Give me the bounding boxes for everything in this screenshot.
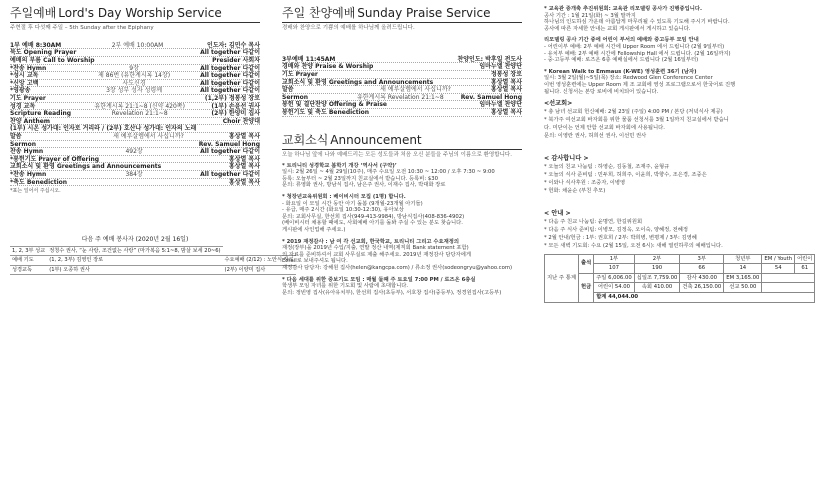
- servants-cell: 성경교독: [10, 265, 47, 275]
- order-row: [10, 72, 260, 80]
- announcement-item: [544, 37, 794, 63]
- order-leader: 홍상열 목사: [490, 86, 522, 94]
- attendance-head: 청년부: [724, 254, 762, 264]
- order-item: 기도 Prayer: [282, 71, 318, 79]
- order-item: *찬송 Hymn: [10, 170, 47, 178]
- servants-row: [10, 265, 296, 275]
- next-week-servants: [10, 236, 294, 275]
- standing-note: *표는 일어서 주십시오.: [10, 188, 61, 195]
- announcement-item: [282, 239, 522, 272]
- order-leader: 임마누엘 찬양단: [479, 63, 522, 71]
- list-line: * 2월 안내/헌금 : 1부: 권호희 / 2부: 박희병, 변평제 / 3부: 김영혜: [544, 234, 697, 241]
- order-row: [10, 95, 260, 103]
- order-item: 경배와 찬양 Praise & Worship: [282, 63, 374, 71]
- order-row: [10, 125, 260, 133]
- servants-table: [10, 246, 296, 276]
- attendance-value: 107: [594, 264, 635, 274]
- servants-cell: (1부) 오종하 권사: [47, 265, 222, 275]
- attendance-head: 2부: [634, 254, 680, 264]
- order-leader: 홍상열 목사: [228, 163, 260, 171]
- order-row: [10, 163, 260, 171]
- order-item: 찬양 Anthem: [10, 117, 51, 125]
- announcement-line: - 중·고등부 예배: 로즈온 6층 예배실에서 드립니다 (2월 16일부터): [544, 57, 699, 64]
- announcement-head: 리모델링 공사 기간 중에 어린이 부서의 예배와 중고등부 모임 안내: [544, 37, 699, 44]
- servants-cell: 1, 2, 3부 성교: [12, 247, 46, 254]
- announcement-head: * 2019 재정감사 : 남 여 각 선교회, 한국학교, 트리니티 그리고 수요재정의: [282, 238, 459, 245]
- order-leader: (1부) 손윤선 권사: [211, 102, 260, 110]
- offering-value: 선교 50.00: [724, 283, 762, 293]
- order-detail: 3장 성부 성자 성령께: [106, 87, 163, 95]
- attendance-value: 14: [724, 264, 762, 274]
- attendance-value: 190: [634, 264, 680, 274]
- list-line: * 오늘의 식사 준비팀 : 민두희, 허희주, 이윤희, 박향수, 조은경, 조중은: [544, 171, 707, 178]
- offering-total: 합계 44,044.00: [594, 293, 815, 303]
- order-leader: Choir 찬양대: [222, 117, 260, 125]
- order-detail: 384장: [125, 170, 143, 178]
- order-item: *봉헌기도 Prayer of Offering: [10, 155, 100, 163]
- offering-pad: [762, 273, 815, 283]
- order-row: [10, 110, 260, 118]
- order-row: [282, 109, 522, 117]
- praise-subtitle: 경배와 찬양으로 기쁨의 예배를 하나님께 올려드립니다.: [282, 25, 415, 31]
- guide-title: < 안내 >: [544, 209, 571, 217]
- praise-order: [282, 56, 522, 117]
- announce-title: 교회소식 Announcement: [282, 133, 522, 150]
- order-leader: (1,2부) 정봉성 장로: [204, 95, 260, 103]
- attendance-value: 61: [795, 264, 815, 274]
- announcement-line: 학생부 모임 자녀를 위한 기도회 및 사람에 초대합니다.: [282, 283, 409, 290]
- list-line: * 북가주 여선교회 바자회를 위한 물품 선청서를 3월 1일까지 친교실에서 받습니: [544, 117, 729, 124]
- order-detail: [340, 101, 479, 108]
- order-item: *축도 Benediction: [10, 178, 68, 186]
- order-item: 기도 Prayer: [10, 95, 46, 103]
- servants-cell: 수요예배 (2/12) : 노안식 장로: [224, 257, 294, 264]
- offering-value: 십일조 7,759.00: [634, 273, 680, 283]
- order-leader: All together 다같이: [200, 87, 260, 95]
- stats-row: [545, 254, 815, 264]
- offering-value: 건축 26,150.00: [680, 283, 724, 293]
- announcement-line: 공사에 따른 자세한 안내는 교회 게시판에서 게시하고 있습니다.: [544, 25, 691, 32]
- order-detail: [68, 57, 212, 64]
- order-row: [282, 71, 522, 79]
- list-line: * 다음 주 친교 나눔팀: 윤명연, 한길위원회: [544, 218, 643, 225]
- stats-row: [545, 273, 815, 283]
- order-detail: 492장: [125, 148, 143, 156]
- column-news: [544, 6, 813, 303]
- announcement-line: - 유치부 예배: 2부 예배 시간에 Fellowship Hall 에서 드립니다. (2월 16일까지): [544, 50, 731, 57]
- column-praise: [282, 6, 522, 301]
- order-detail: [340, 79, 491, 86]
- announcement-item: [544, 69, 794, 95]
- order-item: 성경 교독: [10, 102, 36, 110]
- offering-pad: [762, 283, 815, 293]
- servants-cell: (2부) 이양미 집사: [223, 265, 296, 275]
- announcement-head: * 교육관 증개축 추진위원회: 교육관 리모델링 공사가 진행중입니다.: [544, 6, 702, 12]
- announcement-line: 의 자료를 준비하셔서 교회 사무실로 제출 해주세요. 2019년 재정감사 담당자에게: [282, 251, 471, 258]
- order-item: Sermon: [282, 93, 308, 101]
- order-detail: 사도신경: [122, 79, 146, 87]
- attendance-head: 3부: [680, 254, 724, 264]
- list-line: * 총 남녀 선교회 헌신예배: 2월 23일 (주일) 4:00 PM / 본당 (저녁식사 제공): [544, 109, 723, 116]
- announcement-line: 문의: 류영화 권사, 방남식 집사, 남은주 권사, 이재수 집사, 박대화 장로: [282, 182, 446, 189]
- order-detail: 유한계시록 Revelation 21:1~8: [356, 93, 444, 101]
- order-detail: [68, 156, 229, 163]
- announcement-line: 재정감사 담당자: 강해원 집사(helen@kangcpa.com) / 류소정 권사(sodeongryu@yahoo.com): [282, 265, 513, 272]
- order-item: *찬송 Hymn: [10, 64, 47, 72]
- news-items: [544, 6, 794, 95]
- announcement-line: 문의: 교회사무실, 한선희 집사(949-413-9984), 방남식집사(408-836-4902): [282, 213, 465, 220]
- announcement-head: * 청장년교육위원회 : 베이비시터 모집 (1명) 합니다.: [282, 193, 406, 200]
- order-leader: 임마누엘 찬양단: [479, 101, 522, 109]
- order-leader: 찬양인도: 박후일 전도사: [457, 55, 522, 63]
- order-item: 3부예배 11:45AM: [282, 55, 336, 63]
- order-leader: Rev. Samuel Hong: [198, 140, 260, 148]
- order-leader: All together 다같이: [200, 49, 260, 57]
- guide-list: [544, 218, 794, 250]
- announcement-item: [282, 163, 522, 189]
- order-row: [282, 63, 522, 71]
- attendance-head: 어린이: [795, 254, 815, 264]
- order-row: [10, 87, 260, 95]
- order-item: *신앙 고백: [10, 79, 39, 87]
- weekly-stats-table: [544, 254, 815, 303]
- thanks-list: [544, 163, 794, 195]
- announcement-line: (베이비시터 채용할 때에도, 사회예배 아기를 돌봐 주실 수 있는 분도 찾습니다.: [282, 220, 463, 227]
- order-leader: Presider 사회자: [212, 57, 260, 65]
- order-item: Sermon: [10, 140, 36, 148]
- worship-subtitle: 주현절 후 다섯째 주일 – 5th Sunday after the Epiphany: [10, 25, 154, 31]
- announcement-line: 하나님의 인도하심 가운데 아름답게 마무리될 수 있도록 기도해 주시기 바랍니다.: [544, 19, 730, 26]
- order-detail: [68, 141, 199, 148]
- order-detail: Revelation 21:1~8: [111, 110, 168, 118]
- order-item: *영광송: [10, 87, 31, 95]
- announcement-line: - 화요일 이 모일 시간 동안 아기 돌봄 (9개월-23개월 아기들): [282, 200, 423, 207]
- servants-row: [10, 256, 296, 266]
- announcement-line: 등록: 오늘부터 ~ 2월 23일까지 친교실에서 받습니다. 등록비: $30: [282, 175, 438, 182]
- list-line: * 오늘의 친교 나눔팀 : 하영순, 김동철, 조재주, 윤형규: [544, 163, 670, 170]
- order-leader: 홍상열 목사: [228, 155, 260, 163]
- attendance-label: 출석: [578, 254, 593, 273]
- mission-title: <선교회>: [544, 100, 573, 108]
- order-detail: [340, 63, 479, 70]
- order-item: 1부 예배 8:30AM: [10, 41, 62, 49]
- offering-value: 속회 410.00: [634, 283, 680, 293]
- order-detail: 새 예루살렘에서 사십니까?: [380, 86, 451, 94]
- order-leader: 홍상열 목사: [228, 133, 260, 140]
- announcement-head: * Korean Walk to Emmaus (K-WE) 영성훈련 36기 (남자): [544, 68, 697, 75]
- order-item: (1부) 시온 성가대: 인자로 거리라 / (2부) 호산나 성가대: 인자의 노래: [10, 125, 197, 133]
- offering-value: 어린이 54.00: [594, 283, 635, 293]
- announcement-line: - 어린이부 예배: 2부 예배 시간에 Upper Room 에서 드립니다 (2월 9일부터): [544, 44, 725, 51]
- order-item: *성시 교독: [10, 72, 39, 80]
- order-detail: [68, 49, 200, 56]
- order-detail: [340, 109, 491, 116]
- list-line: * 이와나 식사후원 : 조중자, 이병영: [544, 179, 626, 186]
- order-leader: All together 다같이: [200, 64, 260, 72]
- order-item: 예배의 부름 Call to Worship: [10, 57, 95, 65]
- order-detail: 9장: [129, 64, 139, 72]
- order-leader: All together 다같이: [200, 170, 260, 178]
- order-row: [10, 133, 260, 141]
- order-detail: [68, 163, 229, 170]
- order-leader: 홍상열 목사: [490, 78, 522, 86]
- order-item: 묵도 Opening Prayer: [10, 49, 77, 57]
- attendance-head: 1부: [594, 254, 635, 264]
- order-detail: [68, 95, 205, 102]
- order-leader: Rev. Samuel Hong: [460, 93, 522, 101]
- order-item: 찬송 Hymn: [10, 148, 44, 156]
- order-detail: [340, 71, 491, 78]
- order-detail: [340, 56, 457, 63]
- announcement-line: 공사 기간 : 1월 21일(화) ~ 3월 말까지: [544, 12, 636, 19]
- announcement-item: [544, 6, 794, 32]
- order-item: 말씀: [10, 133, 22, 140]
- mission-list: [544, 108, 794, 140]
- order-detail: 제 86번 (유한계시록 14장): [98, 72, 171, 80]
- announcement-line: 일시: 3월 2일(월)~5일(목) 장소: Redwood Glen Conference Center: [544, 75, 713, 82]
- announcement-line: - 유급, 매주 2시간 (화요일 10:30-12:30), 유아보상: [282, 207, 404, 214]
- order-detail: 2부 예배 10:00AM: [111, 41, 164, 49]
- announcement-line: 게시판에 사인업해 주세요.): [282, 226, 346, 233]
- worship-title: 주일예배 Lord's Day Worship Service: [10, 6, 260, 23]
- order-row: [282, 86, 522, 94]
- order-leader: 홍상열 목사: [490, 109, 522, 117]
- servants-cell: (1, 2, 3부) 김영인 장로: [47, 256, 222, 266]
- offering-label: 헌금: [578, 273, 593, 302]
- order-leader: All together 다같이: [200, 148, 260, 156]
- attendance-head: EM / Youth: [762, 254, 795, 264]
- order-row: [282, 101, 522, 109]
- announcement-head: * 다음 세대를 위한 중보기도 모임 : 매월 둘째 주 토요일 7:00 PM / 로즈온 6층실: [282, 276, 476, 283]
- servants-cell: 정쳥수 권사, “눈 사랑, 조건없는 사랑” (마가복음 5:1~8, 밤살 보세 20~6): [49, 247, 221, 254]
- thanks-title: < 감사합니다 >: [544, 155, 589, 163]
- order-row: [10, 179, 260, 187]
- servants-title: 다음 주 예배 봉사자 (2020년 2월 16일): [81, 236, 189, 244]
- order-item: 교회소식 및 환영 Greetings and Announcements: [10, 163, 162, 171]
- order-item: 교회소식 및 환영 Greetings and Announcements: [282, 78, 434, 86]
- announcement-item: [282, 194, 522, 234]
- order-leader: All together 다같이: [200, 72, 260, 80]
- order-item: 봉헌 및 결단찬양 Offering & Praise: [282, 101, 387, 109]
- order-row: [10, 171, 260, 179]
- order-detail: 유한계시록 21:1~8 (신약 420쪽): [94, 102, 185, 110]
- announcement-line: 재정(장부)을 2019년 수입/지출, 연말 정산 내역(제직회 Bank statement 포함): [282, 245, 469, 252]
- order-detail: 새 예루살렘에서 사십니까?: [113, 133, 184, 140]
- order-item: 봉헌기도 및 축도 Benediction: [282, 109, 370, 117]
- order-leader: All together 다같이: [200, 79, 260, 87]
- order-detail: [68, 179, 229, 186]
- announcement-item: [282, 277, 522, 297]
- announcement-line: 일시: 2월 26일 ~ 4월 29일(10주), 매주 수요일 오전 10:30 ~ 12:00 / 오후 7:30 ~ 9:00: [282, 169, 495, 176]
- list-line: * 다음 주 식사 준비팀: 이병모, 김정옥, 오이숙, 양혜정, 전혜정: [544, 226, 689, 233]
- worship-order: [10, 42, 260, 186]
- offering-value: 주일 6,006.00: [594, 273, 635, 283]
- order-row: [10, 49, 260, 57]
- column-worship: [10, 6, 294, 275]
- servants-cell: 예배 기도: [10, 256, 47, 266]
- announcement-head: * 트리니티 성경학교 봄학기 개강 ‘역사서 (구약)’: [282, 162, 397, 169]
- order-leader: 홍상열 목사: [228, 178, 260, 186]
- stats-week-label: 지난 주 통계: [545, 254, 579, 302]
- announce-items: [282, 163, 522, 297]
- announce-subtitle: 오늘 하나님 앞에 나와 예배드리는 모든 성도들과 처음 오신 분들을 주님의 이름으로 환영합니다.: [282, 151, 512, 158]
- announcement-line: 문의: 정빈영 집사(유아유치부), 한선희 집사(초등부), 서호창 집사(중등부), 정경원집사(고등부): [282, 289, 502, 296]
- order-detail: [68, 118, 223, 125]
- order-item: Scripture Reading: [10, 110, 72, 118]
- attendance-value: 66: [680, 264, 724, 274]
- announcement-line: Email로 보내주셔도 됩니다.: [282, 258, 348, 265]
- announcement-line: 이번 영성훈련에는 Upper Room 제 조 교회에 영성 프로그램으로서 한국어로 진행: [544, 82, 736, 89]
- announcement-line: 됩니다. 신청서는 본당 로비에 비치되어 있습니다.: [544, 88, 659, 95]
- servants-row: [10, 246, 296, 256]
- order-row: [10, 148, 260, 156]
- order-row: [10, 57, 260, 65]
- praise-title: 주일 찬양예배 Sunday Praise Service: [282, 6, 522, 23]
- list-line: 다. 미닫이는 언제 안함 선교회 바자회에 사용됩니다.: [544, 125, 665, 132]
- offering-value: 감사 430.00: [680, 273, 724, 283]
- order-item: 말씀: [282, 86, 294, 94]
- offering-value: EM 3,165.00: [724, 273, 762, 283]
- list-line: * 헌화: 채윤순 (부친 추모): [544, 187, 606, 194]
- list-line: 문의: 이영란 권사, 허희선 권사, 이선민 권사: [544, 133, 647, 140]
- order-leader: 인도자: 김민수 목사: [207, 41, 260, 49]
- list-line: * 모든 새벽 기도회: 수요 (2월 15일, 오전 6시): 새해 열린하루의 예배입니다.: [544, 242, 723, 249]
- attendance-value: 54: [762, 264, 795, 274]
- order-leader: (2부) 한양미 집사: [211, 110, 260, 118]
- order-leader: 정봉성 장로: [490, 71, 522, 79]
- order-detail: [68, 125, 260, 132]
